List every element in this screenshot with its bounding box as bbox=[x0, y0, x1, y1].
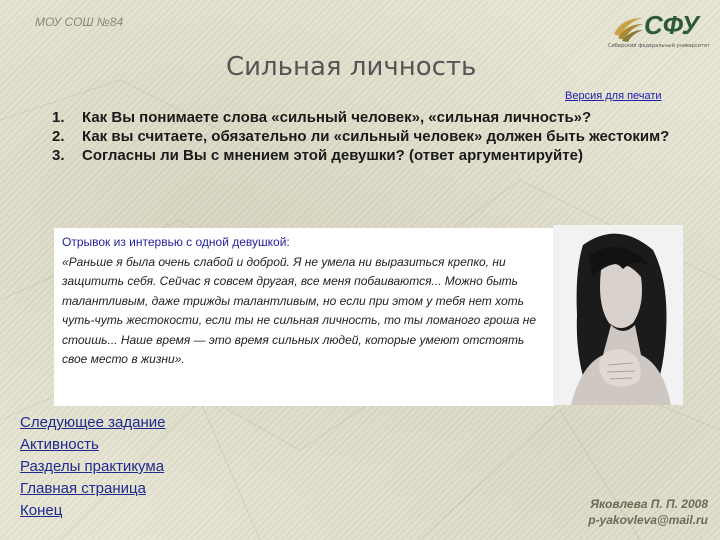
question-text: Согласны ли Вы с мнением этой девушки? (ответ аргументируйте) bbox=[82, 147, 583, 164]
print-version-link[interactable]: Версия для печати bbox=[565, 90, 662, 102]
girl-photo bbox=[553, 225, 683, 405]
quote-body: «Раньше я была очень слабой и доброй. Я не умела ни выразиться крепко, ни защитить себя. Сейчас я совсем другая, все меня побаиваются... Можно быть талантливым, даже трижды талантливым, но если при этом у тебя нет хоть чуть-чуть жестокости, если ты не сильная личность, то ты ломаного гроша не стоишь... Наше время — это время сильных людей, которые умеют отстоять свое место в жизни». bbox=[62, 254, 537, 366]
author-info bbox=[588, 496, 708, 528]
logo-text: СФУ bbox=[644, 10, 700, 40]
author-name: Яковлева П. П. 2008 bbox=[590, 497, 708, 511]
question-item bbox=[52, 127, 712, 146]
school-name: МОУ СОШ №84 bbox=[35, 15, 124, 29]
nav-link-next-task[interactable]: Следующее задание bbox=[20, 414, 166, 431]
question-number: 1. bbox=[52, 109, 65, 126]
nav-link-end[interactable]: Конец bbox=[20, 502, 63, 519]
question-number: 2. bbox=[52, 128, 65, 145]
interview-quote-box bbox=[54, 228, 554, 406]
portrait-image bbox=[553, 225, 683, 405]
question-item bbox=[52, 108, 712, 127]
page-title: Сильная личность bbox=[226, 52, 477, 82]
author-email: p-yakovleva@mail.ru bbox=[588, 513, 708, 527]
quote-heading: Отрывок из интервью с одной девушкой: bbox=[62, 235, 290, 249]
logo-subtitle: Сибирский федеральный университет bbox=[608, 43, 710, 49]
nav-link-home[interactable]: Главная страница bbox=[20, 480, 146, 497]
question-text: Как Вы понимаете слова «сильный человек», «сильная личность»? bbox=[82, 109, 592, 126]
logo-mark-icon bbox=[610, 12, 644, 42]
navigation-links bbox=[20, 412, 165, 522]
question-item bbox=[52, 146, 712, 165]
nav-link-practicum-sections[interactable]: Разделы практикума bbox=[20, 458, 165, 475]
sfu-logo bbox=[608, 8, 708, 52]
question-text: Как вы считаете, обязательно ли «сильный человек» должен быть жестоким? bbox=[82, 128, 670, 145]
question-number: 3. bbox=[52, 147, 65, 164]
nav-link-activity[interactable]: Активность bbox=[20, 436, 99, 453]
questions-list bbox=[52, 108, 712, 165]
